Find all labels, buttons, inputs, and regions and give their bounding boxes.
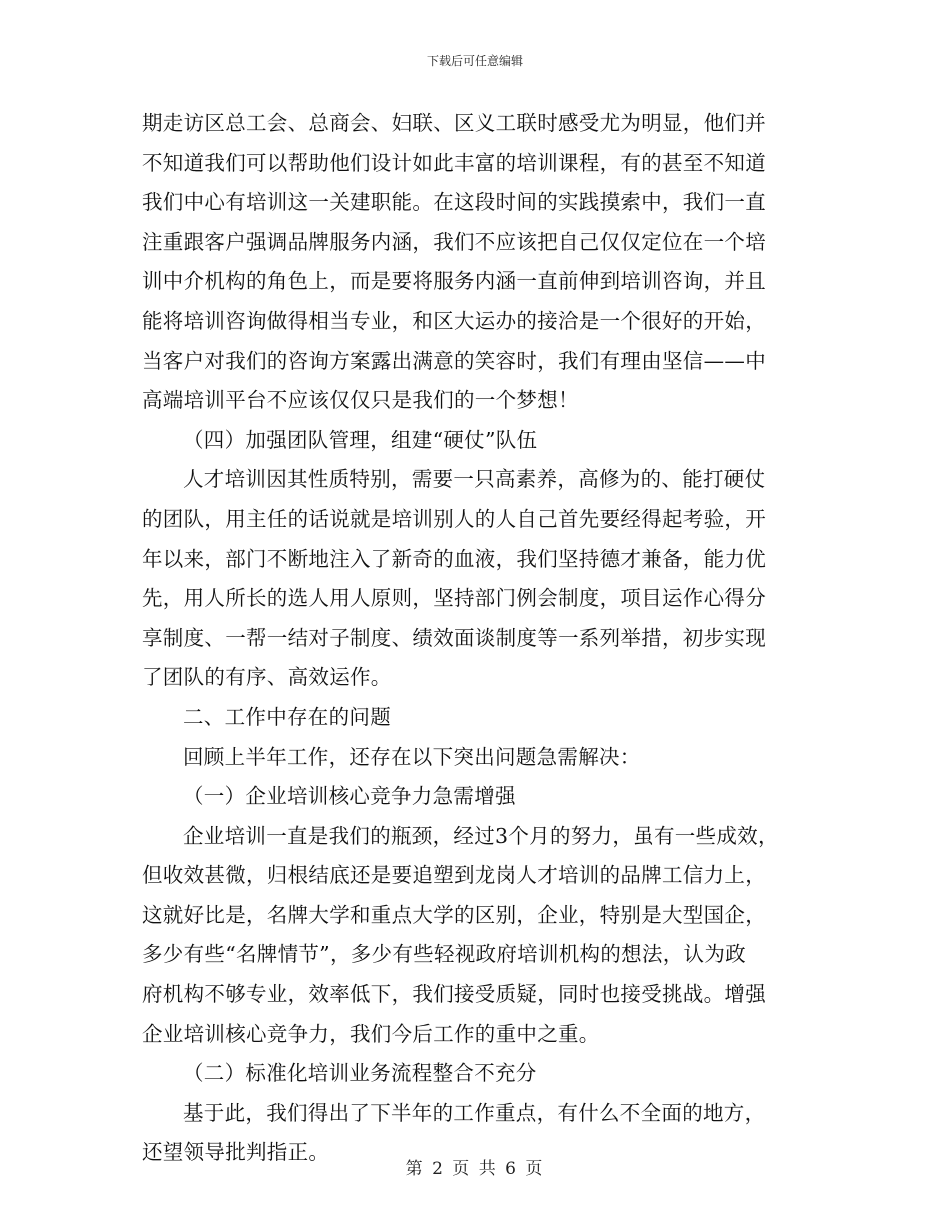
paragraph-line: 期走访区总工会、总商会、妇联、区义工联时感受尤为明显，他们并 xyxy=(142,111,766,135)
paragraph-line: 能将培训咨询做得相当专业，和区大运办的接洽是一个很好的开始， xyxy=(142,308,766,333)
paragraph-line: （一）企业培训核心竞争力急需增强 xyxy=(183,784,516,809)
paragraph-line: 高端培训平台不应该仅仅只是我们的一个梦想！ xyxy=(142,388,579,413)
paragraph-line: 了团队的有序、高效运作。 xyxy=(142,665,392,690)
page-footer: 第 2 页 共 6 页 xyxy=(405,1159,545,1179)
page-header: 下载后可任意编辑 xyxy=(426,54,523,68)
paragraph-line: 享制度、一帮一结对子制度、绩效面谈制度等一系列举措，初步实现 xyxy=(142,625,766,650)
paragraph-line: （二）标准化培训业务流程整合不充分 xyxy=(183,1061,537,1086)
paragraph-line: 年以来，部门不断地注入了新奇的血液，我们坚持德才兼备，能力优 xyxy=(142,546,766,571)
paragraph-line: 当客户对我们的咨询方案露出满意的笑容时，我们有理由坚信——中 xyxy=(142,348,766,373)
document-body xyxy=(142,104,812,1173)
paragraph-line: 基于此，我们得出了下半年的工作重点，有什么不全面的地方， xyxy=(183,1100,766,1125)
paragraph-line: 不知道我们可以帮助他们设计如此丰富的培训课程，有的甚至不知道 xyxy=(142,150,766,175)
paragraph-line: 人才培训因其性质特别，需要一只高素养，高修为的、能打硬仗 xyxy=(183,467,766,492)
paragraph-line: 但收效甚微，归根结底还是要追塑到龙岗人才培训的品牌工信力上， xyxy=(142,863,766,888)
paragraph-line: 府机构不够专业，效率低下，我们接受质疑，同时也接受挑战。增强 xyxy=(142,982,766,1007)
paragraph-line: 二、工作中存在的问题 xyxy=(183,704,391,729)
paragraph-line: 这就好比是，名牌大学和重点大学的区别，企业，特别是大型国企， xyxy=(142,902,766,927)
paragraph-line: 的团队，用主任的话说就是培训别人的人自己首先要经得起考验，开 xyxy=(142,506,766,531)
paragraph-line: （四）加强团队管理，组建“硬仗”队伍 xyxy=(183,427,538,452)
paragraph-line: 注重跟客户强调品牌服务内涵，我们不应该把自己仅仅定位在一个培 xyxy=(142,229,766,254)
paragraph-line: 多少有些“名牌情节”，多少有些轻视政府培训机构的想法，认为政 xyxy=(142,942,746,967)
paragraph-line: 还望领导批判指正。 xyxy=(142,1140,330,1165)
paragraph-line: 我们中心有培训这一关建职能。在这段时间的实践摸索中，我们一直 xyxy=(142,190,766,215)
paragraph-line: 先，用人所长的选人用人原则，坚持部门例会制度，项目运作心得分 xyxy=(142,586,766,611)
paragraph-line: 企业培训核心竞争力，我们今后工作的重中之重。 xyxy=(142,1021,600,1046)
paragraph-line: 回顾上半年工作，还存在以下突出问题急需解决： xyxy=(183,744,641,769)
paragraph-line: 训中介机构的角色上，而是要将服务内涵一直前伸到培训咨询，并且 xyxy=(142,269,766,294)
paragraph-line: 企业培训一直是我们的瓶颈，经过3个月的努力，虽有一些成效， xyxy=(183,823,779,848)
